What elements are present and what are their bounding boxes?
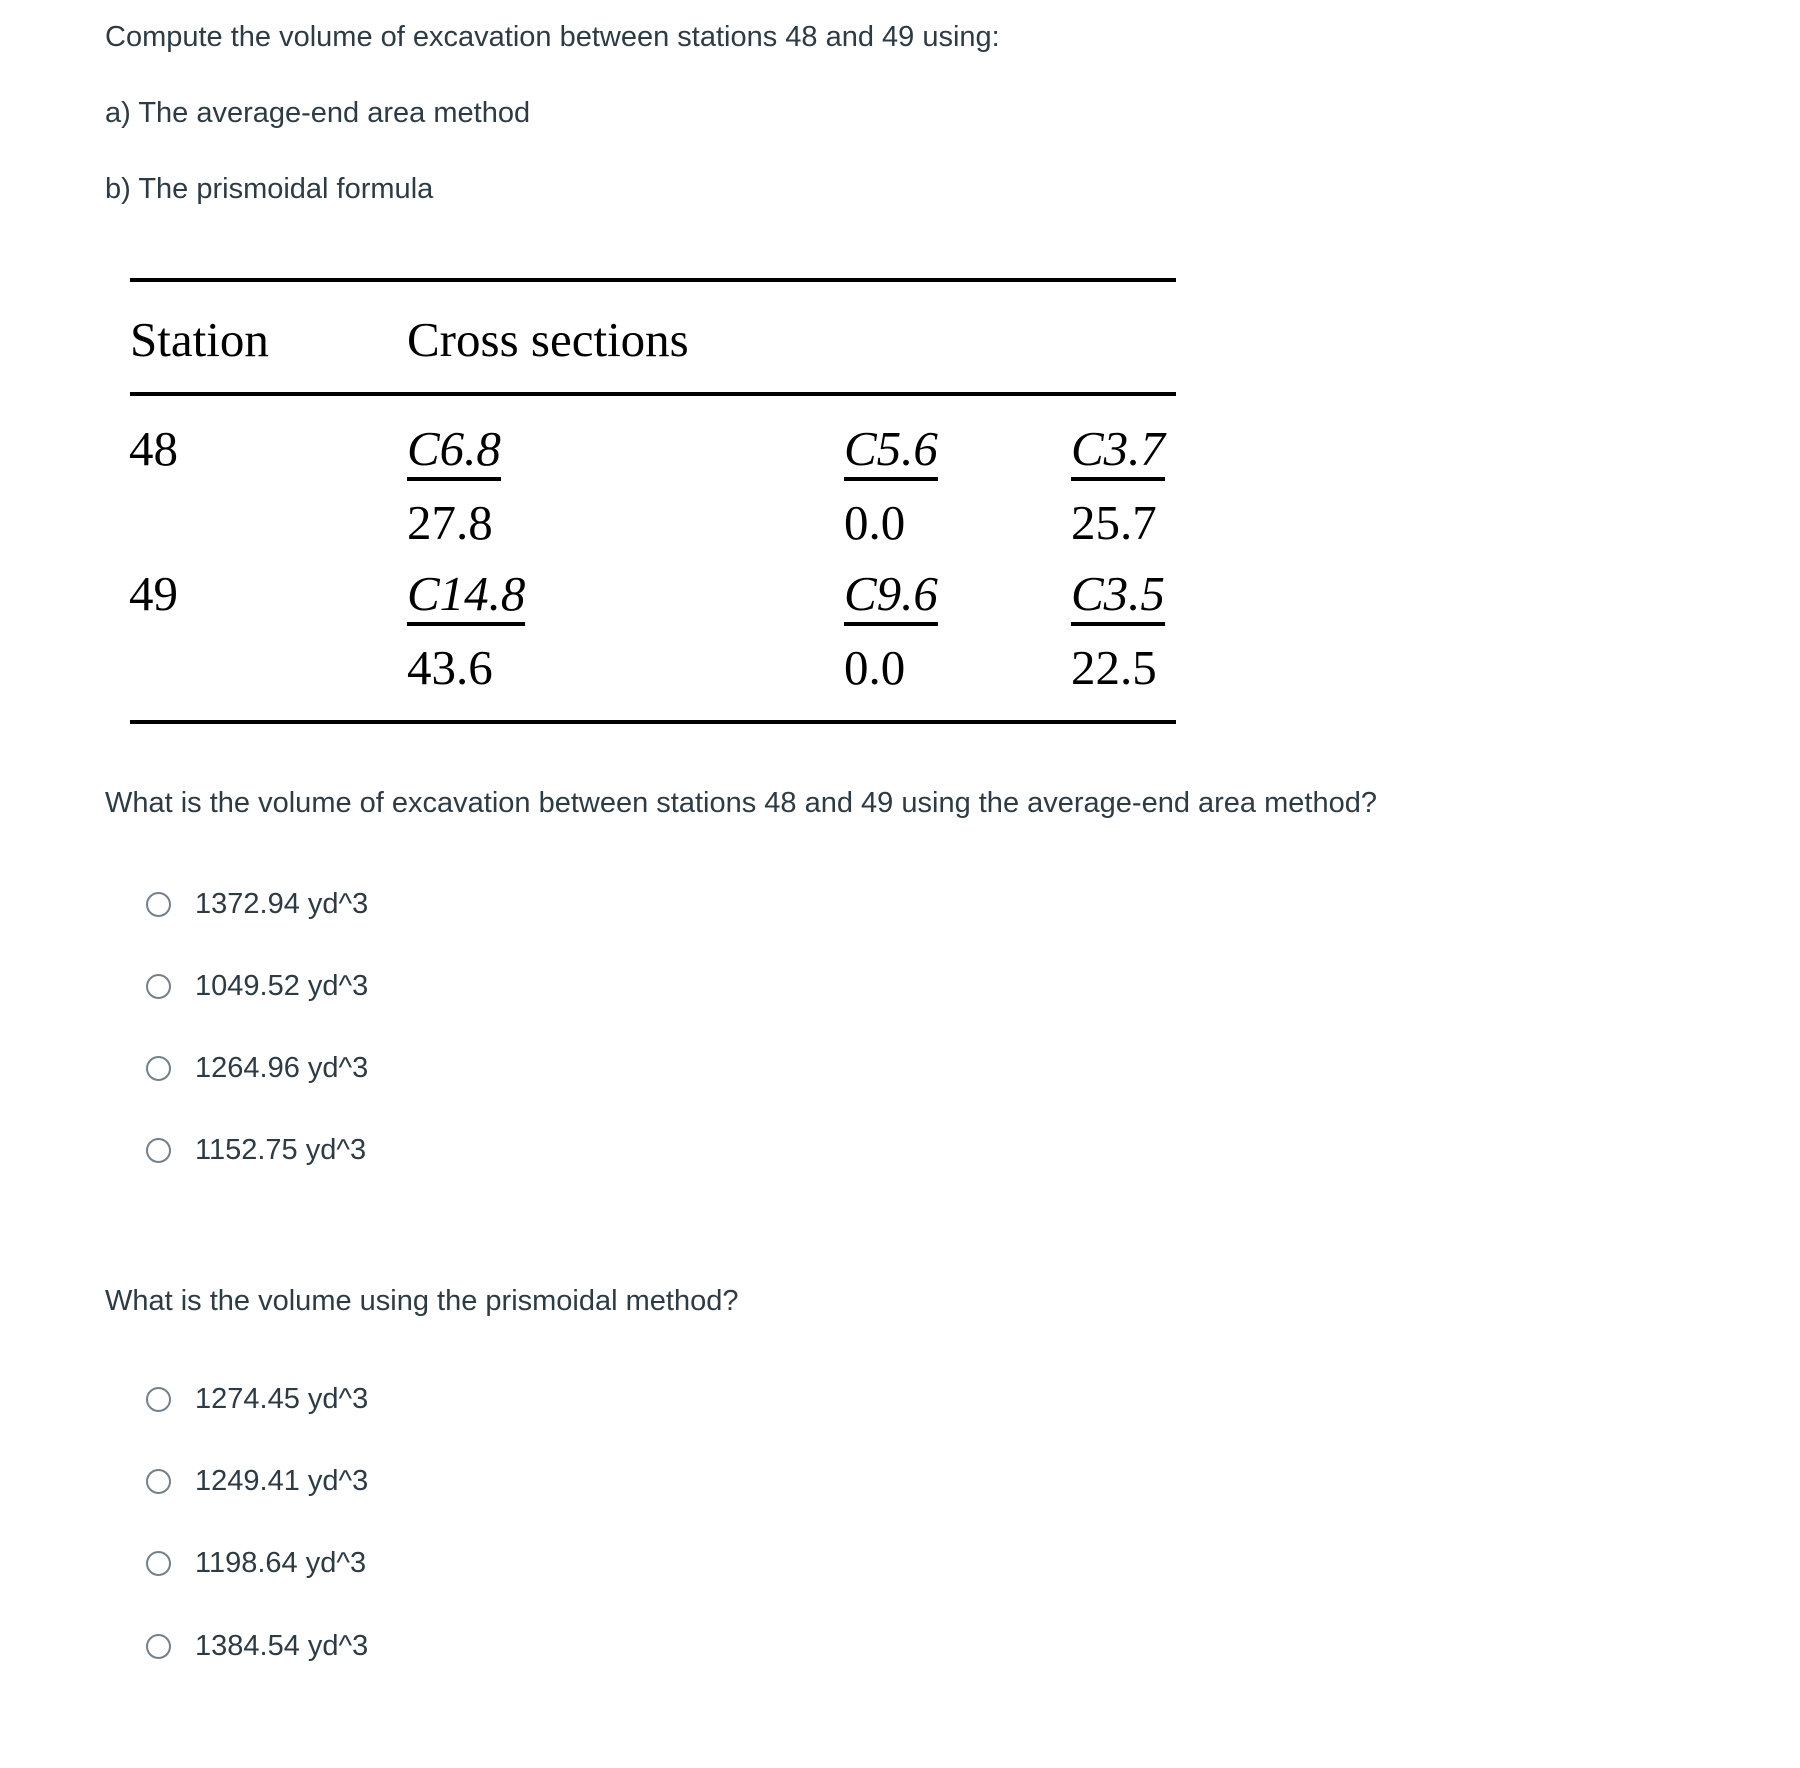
option-label[interactable]: 1049.52 yd^3 [195, 970, 369, 1002]
option-label[interactable]: 1249.41 yd^3 [195, 1465, 369, 1497]
option-label[interactable]: 1198.64 yd^3 [195, 1547, 367, 1579]
section-offset-value: 27.8 [407, 495, 493, 550]
radio-button[interactable] [146, 1387, 171, 1412]
q1-option-4[interactable] [146, 1130, 366, 1170]
station-cell: 49 [129, 566, 178, 621]
option-label[interactable]: 1384.54 yd^3 [195, 1630, 369, 1662]
radio-button[interactable] [146, 1634, 171, 1659]
problem-statement: Compute the volume of excavation between stations 48 and 49 using: [105, 21, 1000, 53]
header-cross-sections: Cross sections [407, 312, 689, 367]
section-offset-value: 0.0 [844, 640, 906, 695]
radio-button[interactable] [146, 1469, 171, 1494]
option-label[interactable]: 1372.94 yd^3 [195, 888, 369, 920]
radio-button[interactable] [146, 1551, 171, 1576]
q2-option-3[interactable] [146, 1543, 366, 1583]
q1-option-1[interactable] [146, 884, 368, 924]
question-2-prompt: What is the volume using the prismoidal method? [105, 1285, 739, 1317]
section-offset-value: 22.5 [1071, 640, 1157, 695]
radio-button[interactable] [146, 974, 171, 999]
section-cut-value: C3.5 [1071, 566, 1165, 626]
section-offset-value: 0.0 [844, 495, 906, 550]
option-label[interactable]: 1152.75 yd^3 [195, 1134, 367, 1166]
table-header-rule [130, 392, 1176, 396]
q1-option-3[interactable] [146, 1048, 368, 1088]
header-station: Station [130, 312, 269, 367]
part-a-label: a) The average-end area method [105, 97, 531, 129]
section-offset-value: 25.7 [1071, 495, 1157, 550]
q2-option-1[interactable] [146, 1379, 368, 1419]
section-cut-value: C14.8 [407, 566, 525, 626]
station-cell: 48 [129, 421, 178, 476]
radio-button[interactable] [146, 1138, 171, 1163]
section-cut-value: C5.6 [844, 421, 938, 481]
q2-option-2[interactable] [146, 1461, 368, 1501]
table-bottom-rule [130, 720, 1176, 724]
section-cut-value: C3.7 [1071, 421, 1165, 481]
section-offset-value: 43.6 [407, 640, 493, 695]
question-1-prompt: What is the volume of excavation between stations 48 and 49 using the average-end area method? [105, 787, 1377, 819]
q1-option-2[interactable] [146, 966, 368, 1006]
radio-button[interactable] [146, 892, 171, 917]
option-label[interactable]: 1264.96 yd^3 [195, 1052, 369, 1084]
table-top-rule [130, 278, 1176, 282]
part-b-label: b) The prismoidal formula [105, 173, 434, 205]
section-cut-value: C6.8 [407, 421, 501, 481]
radio-button[interactable] [146, 1056, 171, 1081]
option-label[interactable]: 1274.45 yd^3 [195, 1383, 369, 1415]
q2-option-4[interactable] [146, 1626, 368, 1666]
section-cut-value: C9.6 [844, 566, 938, 626]
